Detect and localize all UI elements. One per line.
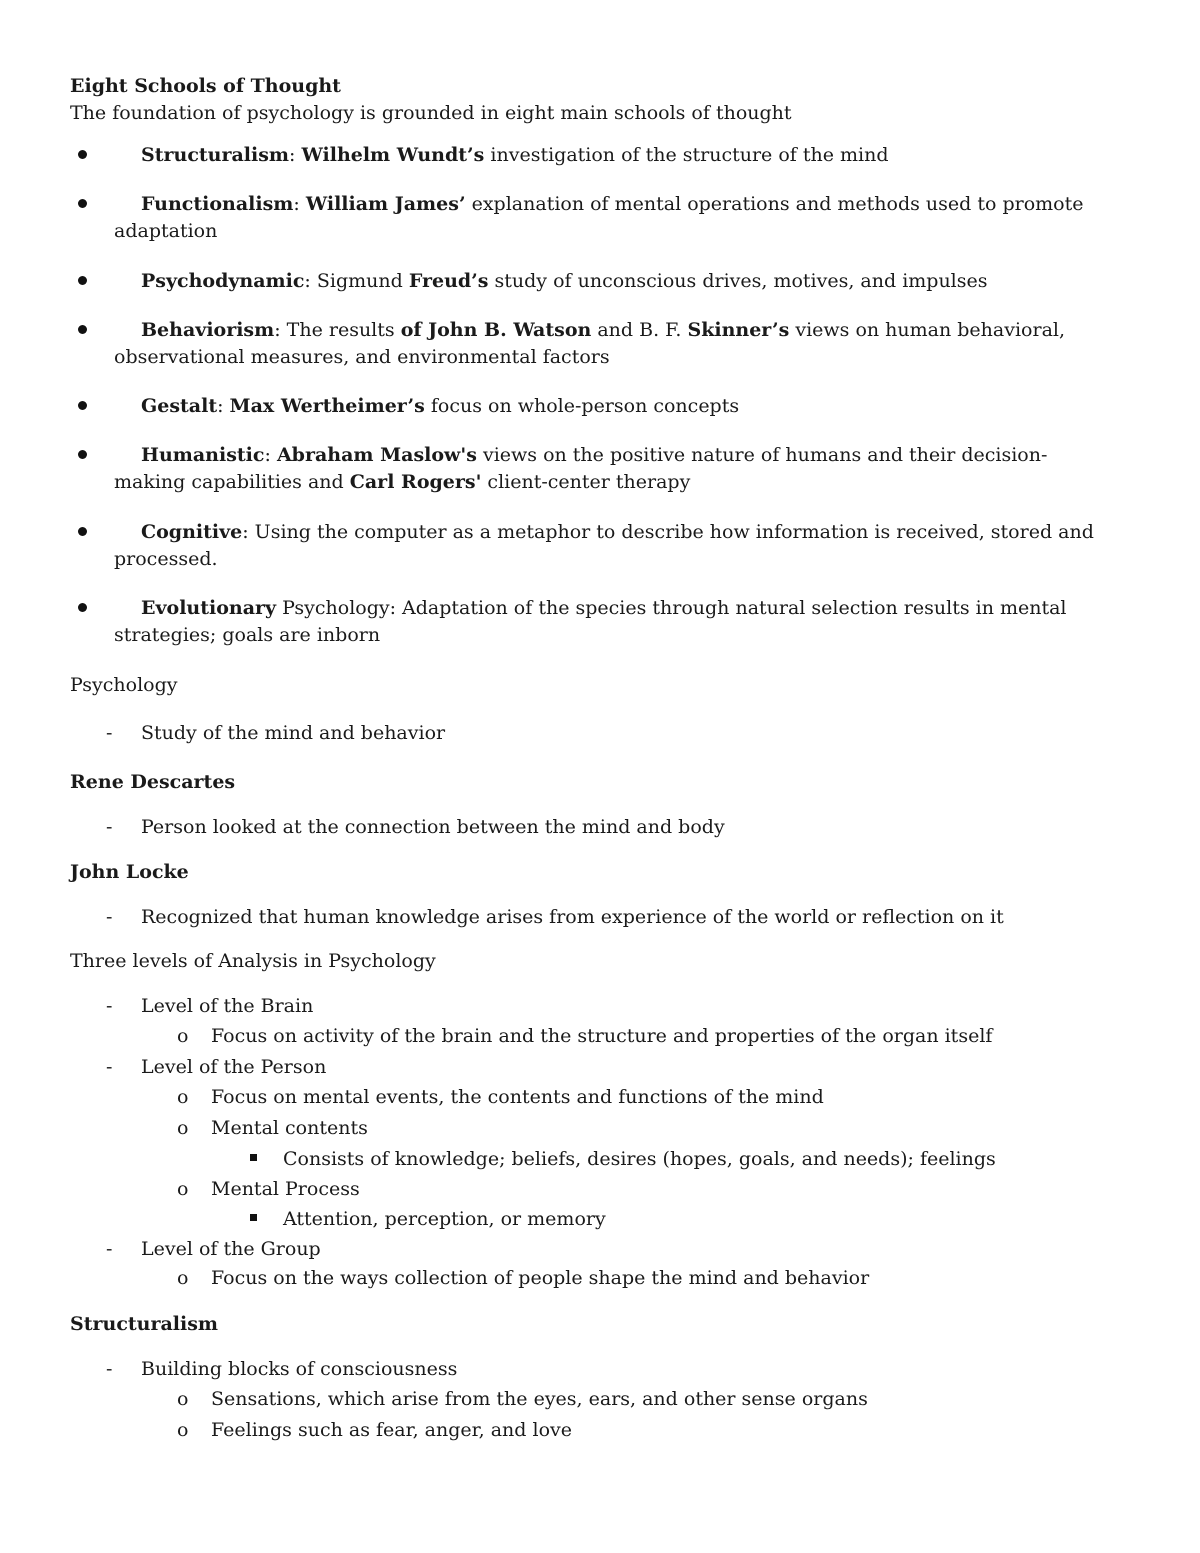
list-item-level-brain: Level of the Brain [141,995,314,1017]
school-item-gestalt: Gestalt: Max Wertheimer’s focus on whole-person concepts [141,395,740,417]
section-heading-structuralism: Structuralism [70,1313,219,1335]
dash-marker: - [106,722,113,744]
intro-text: The foundation of psychology is grounded in eight main schools of thought [70,102,792,124]
circle-marker: o [177,1267,189,1289]
school-person: Carl Rogers' [349,471,482,493]
bullet-icon [78,276,87,285]
circle-marker: o [177,1419,189,1441]
sub-item: Mental Process [211,1178,360,1200]
sub-sub-item: Consists of knowledge; beliefs, desires (hopes, goals, and needs); feelings [283,1148,996,1170]
school-person: of John B. Watson [400,319,592,341]
school-name: Functionalism [141,193,294,215]
school-item-behaviorism: Behaviorism: The results of John B. Watson and B. F. Skinner’s views on human behavioral, [141,319,1066,341]
school-item-continuation: processed. [114,548,218,570]
list-item: Study of the mind and behavior [141,722,446,744]
circle-marker: o [177,1117,189,1139]
bullet-icon [78,325,87,334]
document-title: Eight Schools of Thought [70,75,341,97]
circle-marker: o [177,1178,189,1200]
school-person: Max Wertheimer’s [229,395,425,417]
dash-marker: - [106,1056,113,1078]
school-item-humanistic: Humanistic: Abraham Maslow's views on the positive nature of humans and their decision- [141,444,1048,466]
circle-marker: o [177,1388,189,1410]
school-person: Wilhelm Wundt’s [301,144,485,166]
school-item-continuation: making capabilities and Carl Rogers' client-center therapy [114,471,691,493]
school-item-continuation: strategies; goals are inborn [114,624,381,646]
circle-marker: o [177,1025,189,1047]
school-name: Humanistic [141,444,265,466]
section-heading-descartes: Rene Descartes [70,771,236,793]
school-person: William James’ [305,193,466,215]
school-person: Skinner’s [687,319,790,341]
list-item: Building blocks of consciousness [141,1358,458,1380]
sub-item: Focus on the ways collection of people shape the mind and behavior [211,1267,870,1289]
dash-marker: - [106,995,113,1017]
bullet-icon [78,199,87,208]
school-name: Psychodynamic [141,270,305,292]
bullet-icon [78,450,87,459]
school-item-continuation: adaptation [114,220,218,242]
school-person: Abraham Maslow's [276,444,477,466]
school-item-continuation: observational measures, and environmental factors [114,346,610,368]
dash-marker: - [106,906,113,928]
sub-item: Sensations, which arise from the eyes, ears, and other sense organs [211,1388,868,1410]
school-name: Cognitive [141,521,243,543]
section-heading-levels: Three levels of Analysis in Psychology [70,950,436,972]
school-item-functionalism: Functionalism: William James’ explanation of mental operations and methods used to promote [141,193,1084,215]
bullet-icon [78,150,87,159]
square-bullet-icon [250,1154,257,1161]
school-name: Structuralism [141,144,290,166]
dash-marker: - [106,1238,113,1260]
section-heading-psychology: Psychology [70,674,178,696]
list-item: Person looked at the connection between the mind and body [141,816,725,838]
bullet-icon [78,603,87,612]
bullet-icon [78,527,87,536]
section-heading-locke: John Locke [70,861,189,883]
dash-marker: - [106,816,113,838]
bullet-icon [78,401,87,410]
square-bullet-icon [250,1214,257,1221]
list-item-level-group: Level of the Group [141,1238,321,1260]
sub-item: Focus on activity of the brain and the structure and properties of the organ itself [211,1025,993,1047]
circle-marker: o [177,1086,189,1108]
school-item-evolutionary: Evolutionary Psychology: Adaptation of the species through natural selection results in mental [141,597,1067,619]
school-name: Evolutionary [141,597,277,619]
sub-item: Focus on mental events, the contents and functions of the mind [211,1086,824,1108]
sub-item: Mental contents [211,1117,368,1139]
list-item: Recognized that human knowledge arises from experience of the world or reflection on it [141,906,1004,928]
school-item-cognitive: Cognitive: Using the computer as a metaphor to describe how information is received, stored and [141,521,1094,543]
school-name: Behaviorism [141,319,275,341]
school-person: Freud’s [408,270,489,292]
school-item-structuralism: Structuralism: Wilhelm Wundt’s investigation of the structure of the mind [141,144,889,166]
sub-sub-item: Attention, perception, or memory [283,1208,606,1230]
sub-item: Feelings such as fear, anger, and love [211,1419,572,1441]
school-name: Gestalt [141,395,218,417]
dash-marker: - [106,1358,113,1380]
school-item-psychodynamic: Psychodynamic: Sigmund Freud’s study of unconscious drives, motives, and impulses [141,270,988,292]
list-item-level-person: Level of the Person [141,1056,327,1078]
